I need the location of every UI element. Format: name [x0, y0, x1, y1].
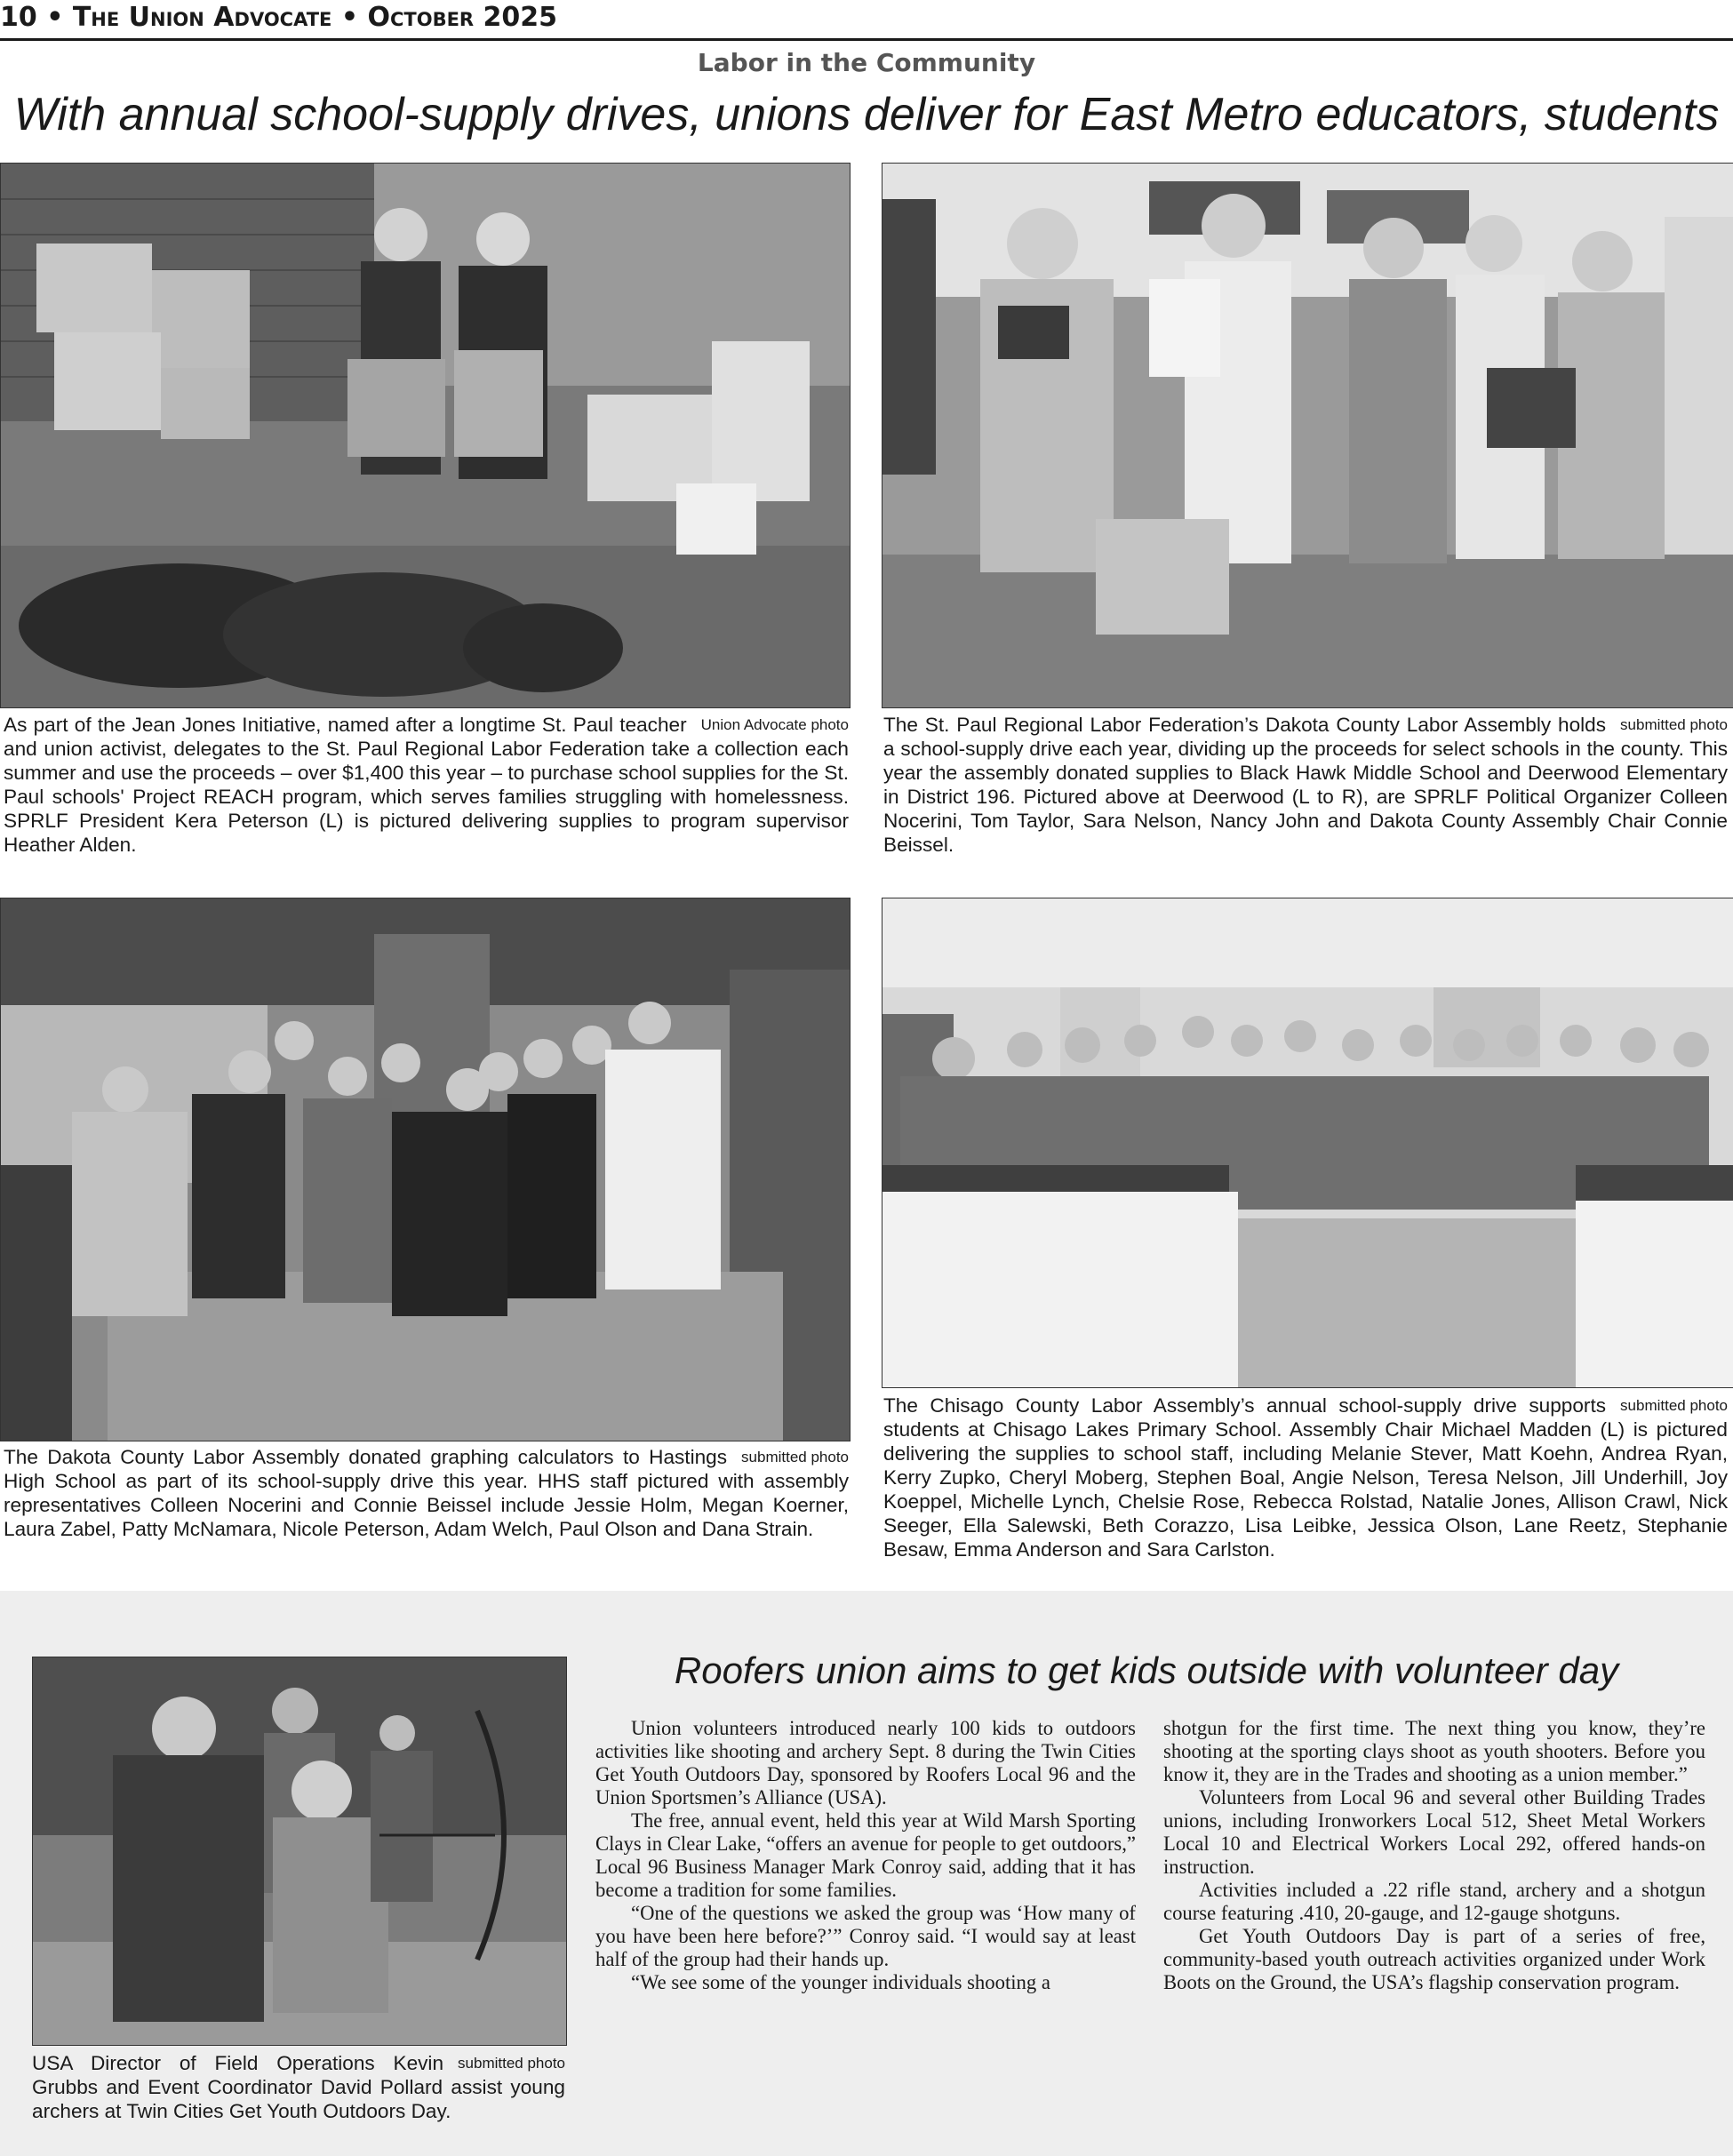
photo-credit-3: submitted photo [741, 1449, 849, 1465]
roofers-photo-caption-text: USA Director of Field Operations Kevin Grubbs and Event Coordinator David Pollard assist young archers at Twin Cities Get Youth Outdoors Day. [32, 2052, 565, 2122]
roofers-paragraph: The free, annual event, held this year at Wild Marsh Sporting Clays in Clear Lake, “offers an avenue for people to get outdoors,” Local 96 Business Manager Mark Conroy said, adding that it has become a tradition for some families. [595, 1809, 1136, 1901]
folio-bullet: • [46, 2, 64, 33]
folio-line [0, 0, 1733, 39]
roofers-paragraph: Union volunteers introduced nearly 100 kids to outdoors activities like shooting and archery Sept. 8 during the Twin Cities Get Youth Outdoors Day, sponsored by Roofers Local 96 and the Union Sportsmen’s Alliance (USA). [595, 1717, 1136, 1809]
photo-caption-4 [883, 1393, 1728, 1561]
roofers-column-2 [1163, 1717, 1705, 1994]
photo-credit-1: Union Advocate photo [700, 716, 849, 733]
caption-text-1: As part of the Jean Jones Initiative, named after a longtime St. Paul teacher and union activist, delegates to the St. Paul Regional Labor Federation take a collection each summer and use the proceeds – over $1,400 this year – to purchase school supplies for the St. Paul schools' Project REACH program, which serves families struggling with homelessness. SPRLF President Kera Peterson (L) is pictured delivering supplies to program supervisor Heather Alden. [4, 714, 849, 856]
roofers-paragraph-continued: shotgun for the first time. The next thing you know, they’re shooting at the sporting clays shoot as youth shooters. Before you know it, they are in the Trades and shooting as a union member.” [1163, 1717, 1705, 1785]
photo-dakota-deerwood [882, 163, 1733, 708]
issue-date: October 2025 [367, 2, 558, 33]
page-number: 10 [0, 2, 37, 33]
photo-supply-delivery [0, 163, 851, 708]
photo-caption-3 [4, 1445, 849, 1541]
folio-bullet: • [340, 2, 359, 33]
publication-name: The Union Advocate [72, 2, 332, 33]
roofers-photo-caption [32, 2051, 565, 2123]
caption-text-4: The Chisago County Labor Assembly’s annual school-supply drive supports students at Chisago Lakes Primary School. Assembly Chair Michael Madden (L) is pictured delivering the supplies to school staff, including Melanie Stever, Matt Koehn, Andrea Ryan, Kerry Zupko, Cheryl Moberg, Stephen Boal, Angie Nelson, Teresa Nelson, Jill Underhill, Joy Koeppel, Michelle Lynch, Chelsie Rose, Rebecca Rolstad, Natalie Jones, Allison Crawl, Nick Seeger, Ella Salewski, Beth Corazzo, Lisa Leibke, Jessica Olson, Lane Reetz, Stephanie Besaw, Emma Anderson and Sara Carlston. [883, 1394, 1728, 1561]
photo-archery-day [32, 1657, 567, 2046]
photo-caption-2 [883, 713, 1728, 857]
caption-text-2: The St. Paul Regional Labor Federation’s Dakota County Labor Assembly holds a school-supply drive each year, dividing up the proceeds for select schools in the county. This year the assembly donated supplies to Black Hawk Middle School and Deerwood Elementary in District 196. Pictured above at Deerwood (L to R), are SPRLF Political Organizer Colleen Nocerini, Tom Taylor, Sara Nelson, Nancy John and Dakota County Assembly Chair Connie Beissel. [883, 714, 1728, 856]
photo-credit-2: submitted photo [1620, 716, 1728, 733]
roofers-paragraph: “One of the questions we asked the group was ‘How many of you have been here before?’” Conroy said. “I would say at least half of the group had their hands up. [595, 1902, 1136, 1970]
roofers-column-1 [595, 1717, 1136, 1994]
roofers-paragraph: Get Youth Outdoors Day is part of a series of free, community-based youth outreach activities organized under Work Boots on the Ground, the USA’s flagship conservation program. [1163, 1925, 1705, 1993]
caption-text-3: The Dakota County Labor Assembly donated graphing calculators to Hastings High School as part of its school-supply drive this year. HHS staff pictured with assembly representatives Colleen Nocerini and Connie Beissel include Jessie Holm, Megan Koerner, Laura Zabel, Patty McNamara, Nicole Peterson, Adam Welch, Paul Olson and Dana Strain. [4, 1446, 849, 1540]
folio-rule [0, 38, 1733, 41]
roofers-paragraph: “We see some of the younger individuals shooting a [631, 1971, 1050, 1993]
photo-hastings-calculators [0, 898, 851, 1441]
section-kicker: Labor in the Community [697, 48, 1036, 77]
roofers-photo-credit: submitted photo [458, 2055, 565, 2072]
feature-headline: With annual school-supply drives, unions deliver for East Metro educators, students [13, 89, 1720, 140]
roofers-paragraph: Activities included a .22 rifle stand, archery and a shotgun course featuring .410, 20-gauge, and 12-gauge shotguns. [1163, 1879, 1705, 1924]
roofers-paragraph: Volunteers from Local 96 and several other Building Trades unions, including Ironworkers Local 512, Sheet Metal Workers Local 10 and Electrical Workers Local 292, offered hands-on instruction. [1163, 1786, 1705, 1878]
photo-credit-4: submitted photo [1620, 1397, 1728, 1414]
photo-caption-1 [4, 713, 849, 857]
photo-chisago-staff [882, 898, 1733, 1388]
roofers-headline: Roofers union aims to get kids outside with volunteer day [674, 1649, 1619, 1691]
